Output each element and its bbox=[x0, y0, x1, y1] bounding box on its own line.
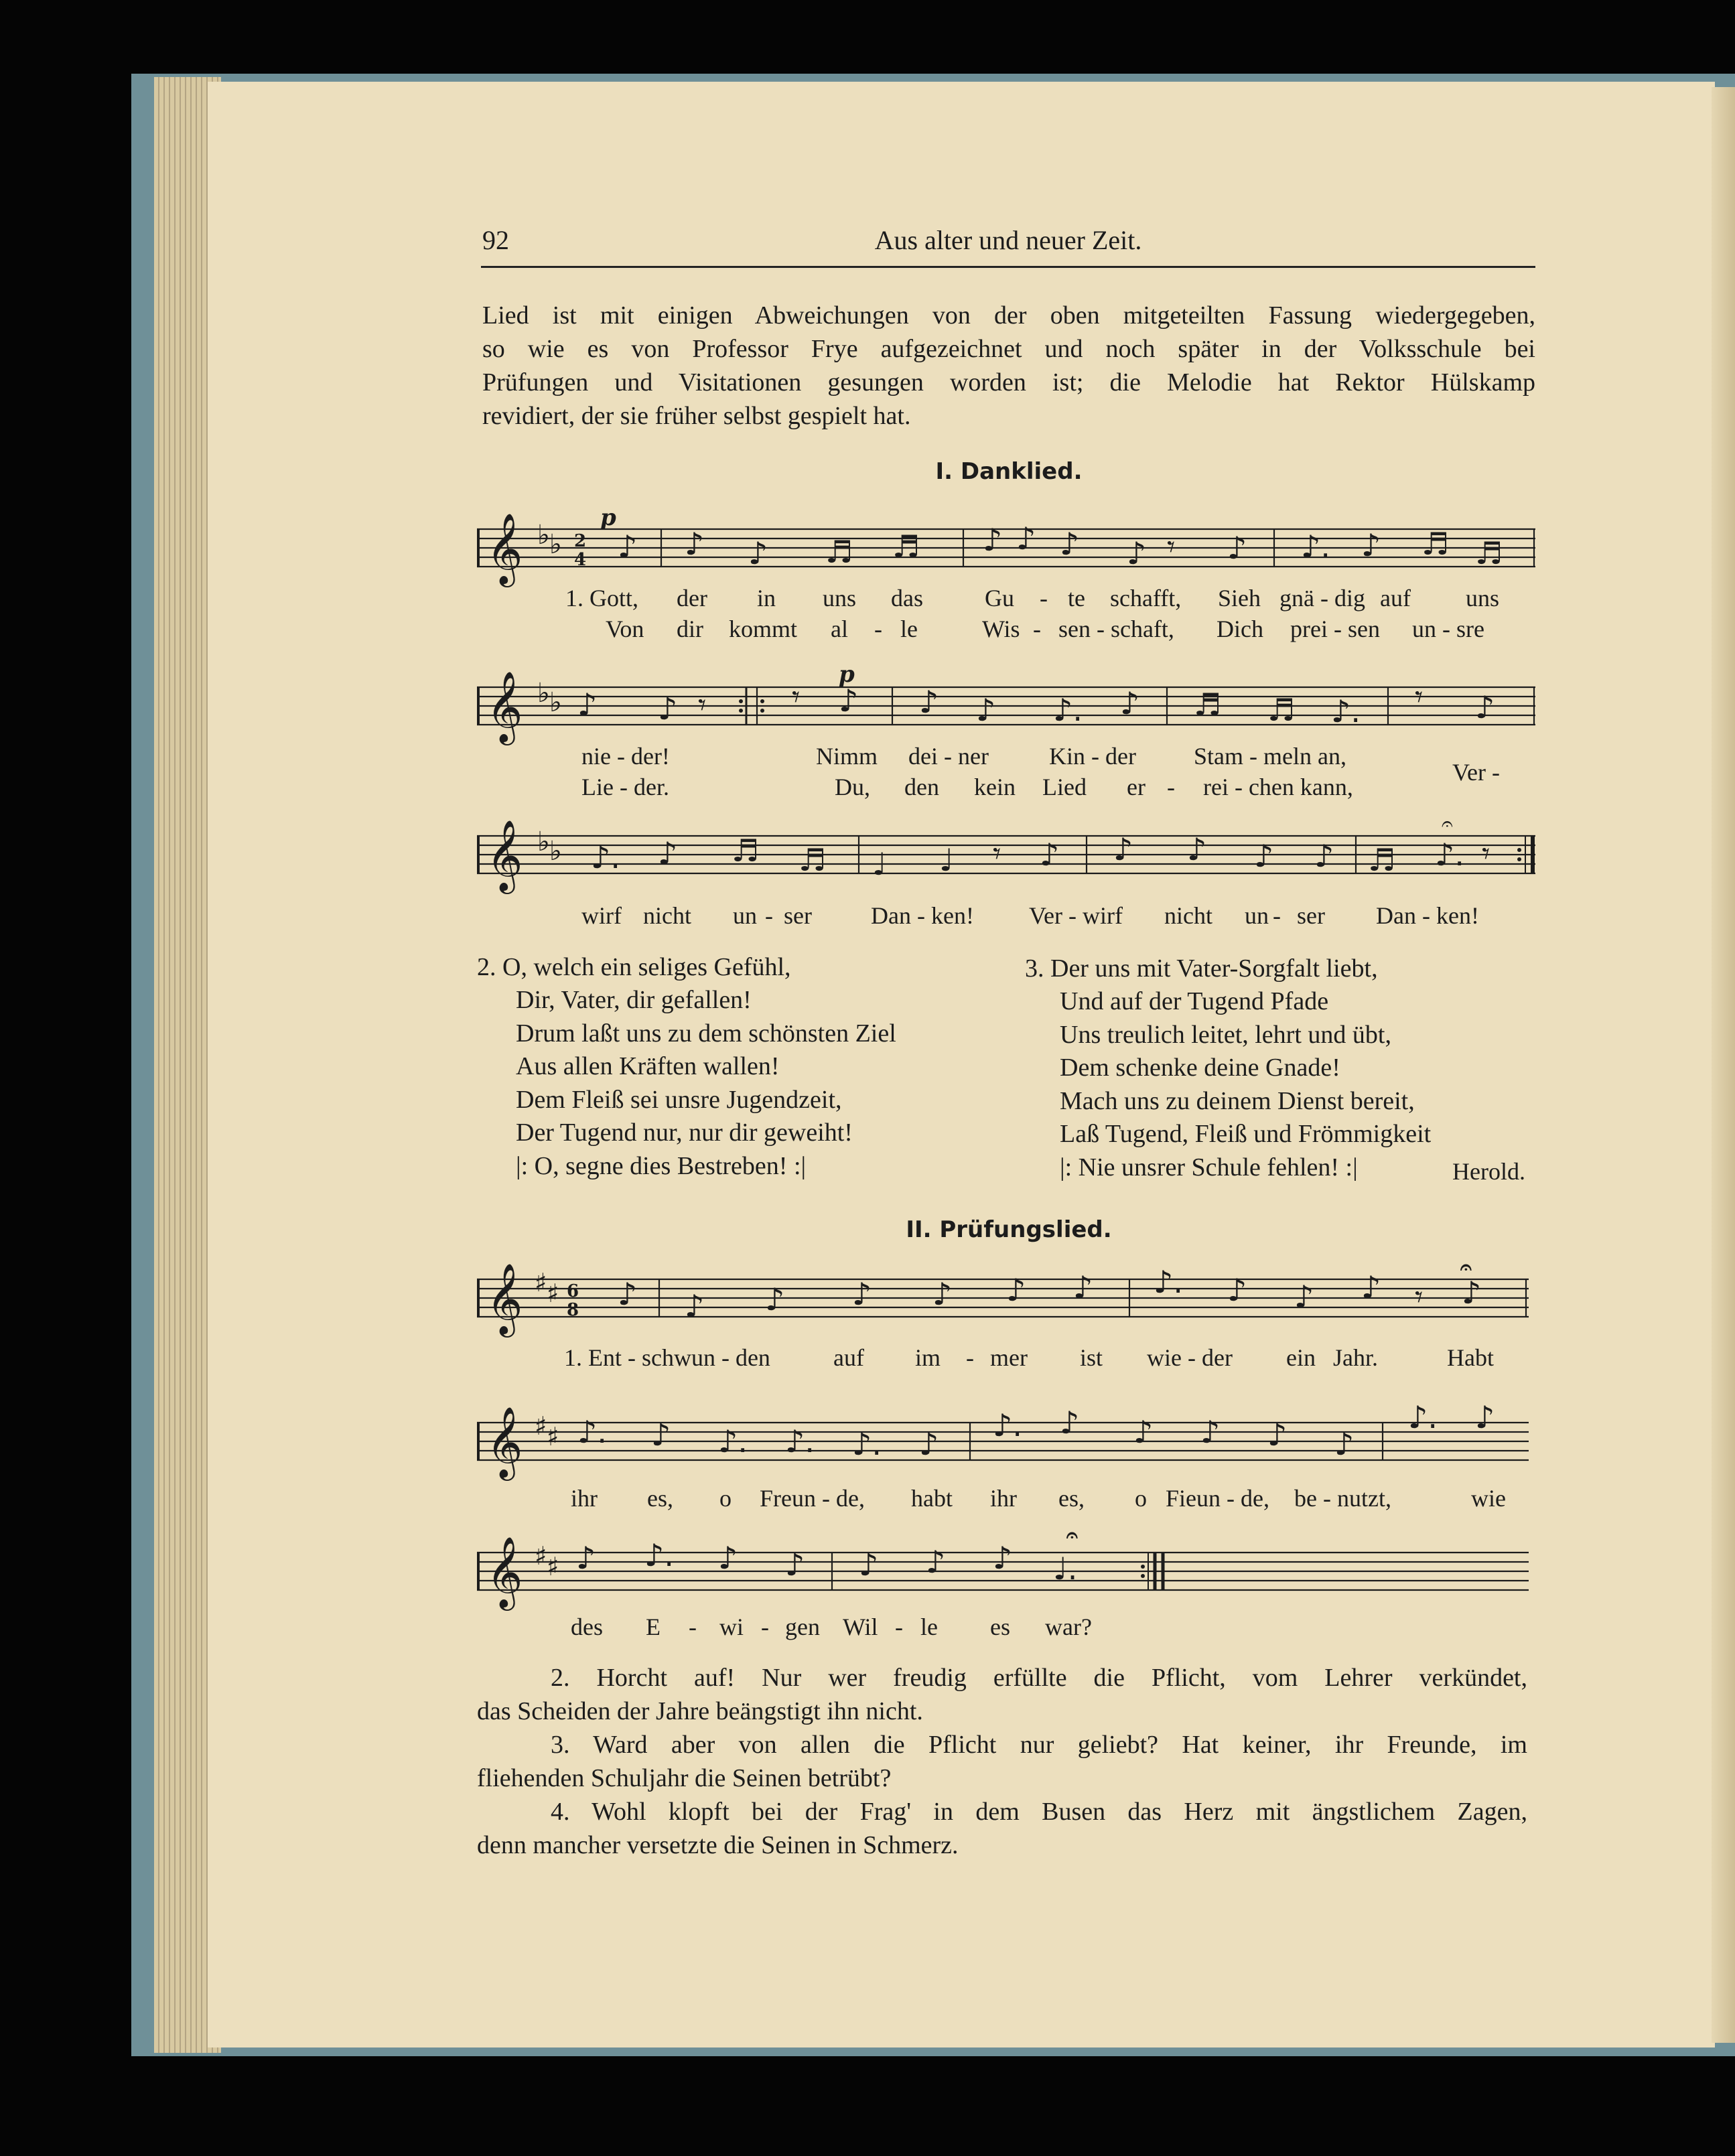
svg-text:♪.: ♪. bbox=[577, 1414, 607, 1450]
lyric: ser bbox=[1297, 902, 1325, 929]
svg-text:♪: ♪ bbox=[1060, 1405, 1080, 1441]
svg-text:♪: ♪ bbox=[926, 1544, 946, 1580]
intro-line: so wie es von Professor Frye aufgezeichnet und noch später in der Volksschule bei bbox=[482, 335, 1535, 363]
lyric: ihr bbox=[571, 1485, 598, 1512]
lyric: nie - der! bbox=[581, 743, 670, 770]
lyric: prei - sen bbox=[1290, 616, 1380, 642]
svg-text:♪: ♪ bbox=[1475, 689, 1495, 725]
lyric: es bbox=[990, 1613, 1010, 1640]
svg-text:♯: ♯ bbox=[547, 1422, 559, 1451]
svg-text:♪.: ♪. bbox=[591, 839, 620, 875]
svg-text:♪: ♪ bbox=[983, 522, 1003, 558]
svg-text:♪: ♪ bbox=[1254, 838, 1274, 874]
lyric: 1. Gott, bbox=[565, 585, 639, 612]
svg-text:𝄾: 𝄾 bbox=[993, 835, 1001, 871]
svg-text:♪: ♪ bbox=[577, 687, 598, 723]
lyric: er bbox=[1127, 774, 1146, 800]
svg-text:♯: ♯ bbox=[535, 1268, 547, 1297]
lyric: sen - schaft, bbox=[1058, 616, 1174, 642]
lyric: habt bbox=[911, 1485, 953, 1512]
svg-text:♪.: ♪. bbox=[1053, 692, 1083, 728]
svg-text:p: p bbox=[839, 661, 855, 688]
lyric: un bbox=[733, 902, 757, 929]
song2-verse-line: 2. Horcht auf! Nur wer freudig erfüllte die Pflicht, vom Lehrer verkündet, bbox=[551, 1664, 1527, 1692]
page-header bbox=[482, 224, 1534, 259]
svg-text:𝄐: 𝄐 bbox=[1066, 1524, 1078, 1547]
lyric: Gu bbox=[985, 585, 1014, 612]
svg-text:𝄾: 𝄾 bbox=[1415, 678, 1424, 715]
svg-text:♪: ♪ bbox=[1314, 838, 1334, 874]
lyric: Kin - der bbox=[1049, 743, 1136, 770]
lyric: - bbox=[689, 1613, 697, 1640]
svg-text:♬: ♬ bbox=[892, 528, 920, 565]
intro-line: Lied ist mit einigen Abweichungen von der oben mitgeteilten Fassung wiedergegeben, bbox=[482, 301, 1535, 330]
song2-title: II. Prüfungslied. bbox=[906, 1216, 1112, 1243]
lyric: Wil bbox=[843, 1613, 878, 1640]
lyric: schafft, bbox=[1110, 585, 1182, 612]
lyric: kein bbox=[974, 774, 1016, 800]
song2-verse-line: denn mancher versetzte die Seinen in Schmerz. bbox=[477, 1831, 959, 1859]
lyric: wi bbox=[719, 1613, 744, 1640]
lyric: Stam - meln an, bbox=[1194, 743, 1346, 770]
lyric: al bbox=[831, 616, 848, 642]
svg-text:♬: ♬ bbox=[825, 534, 853, 570]
verse3-line: Mach uns zu deinem Dienst bereit, bbox=[1060, 1087, 1415, 1115]
svg-text:♪: ♪ bbox=[718, 1540, 738, 1576]
lyric: auf bbox=[1380, 585, 1411, 612]
lyric: kommt bbox=[729, 616, 798, 642]
svg-text:♪: ♪ bbox=[1133, 1414, 1154, 1450]
lyric: rei - chen kann, bbox=[1203, 774, 1353, 800]
lyric: war? bbox=[1045, 1613, 1092, 1640]
svg-text:♪: ♪ bbox=[658, 835, 678, 871]
svg-text:♪: ♪ bbox=[919, 684, 939, 720]
lyric: o bbox=[719, 1485, 732, 1512]
svg-text:♪: ♪ bbox=[1113, 831, 1133, 867]
verse2-line: Dem Fleiß sei unsre Jugendzeit, bbox=[516, 1086, 842, 1114]
svg-text:♪: ♪ bbox=[1475, 1399, 1495, 1435]
svg-text:♯: ♯ bbox=[535, 1411, 547, 1441]
verse3-line: Laß Tugend, Fleiß und Frömmigkeit bbox=[1060, 1120, 1432, 1148]
song1-staff-3 bbox=[477, 812, 1535, 896]
lyric: ihr bbox=[990, 1485, 1017, 1512]
lyric: un bbox=[1245, 902, 1269, 929]
lyric: ein bbox=[1286, 1344, 1316, 1371]
svg-text:♪: ♪ bbox=[932, 1276, 953, 1312]
lyric: - bbox=[1273, 902, 1281, 929]
svg-text:♪.: ♪. bbox=[644, 1537, 674, 1573]
lyric: - bbox=[761, 1613, 769, 1640]
svg-text:♪: ♪ bbox=[1060, 526, 1080, 562]
svg-text:♭: ♭ bbox=[537, 678, 550, 709]
svg-text:6: 6 bbox=[567, 1281, 579, 1301]
svg-text:♪.: ♪. bbox=[1301, 528, 1330, 565]
svg-text:♬: ♬ bbox=[1194, 687, 1222, 723]
lyric: Freun - de, bbox=[760, 1485, 865, 1512]
running-title: Aus alter und neuer Zeit. bbox=[874, 225, 1142, 255]
svg-text:𝄾: 𝄾 bbox=[1415, 1279, 1424, 1315]
header-rule bbox=[481, 266, 1535, 268]
svg-text:𝄞: 𝄞 bbox=[486, 819, 523, 891]
svg-text:♪: ♪ bbox=[1294, 1279, 1314, 1315]
svg-text:♪: ♪ bbox=[765, 1281, 785, 1317]
svg-text:♭: ♭ bbox=[537, 520, 550, 551]
lyric: mer bbox=[990, 1344, 1028, 1371]
lyric: Lie - der. bbox=[581, 774, 669, 800]
svg-text:♪: ♪ bbox=[658, 691, 678, 727]
svg-text:♪: ♪ bbox=[618, 528, 638, 565]
song2-staff-2 bbox=[477, 1394, 1529, 1478]
svg-text:♭: ♭ bbox=[549, 687, 562, 718]
lyric: 1. Ent - schwun - den bbox=[564, 1344, 770, 1371]
lyric: - bbox=[765, 902, 773, 929]
lyric: wie - der bbox=[1147, 1344, 1233, 1371]
verse2-line: |: O, segne dies Bestreben! :| bbox=[516, 1152, 807, 1180]
svg-text:♪.: ♪. bbox=[785, 1423, 815, 1459]
svg-text:♩.: ♩. bbox=[1053, 1551, 1078, 1587]
svg-text:♪: ♪ bbox=[1462, 1275, 1482, 1311]
svg-text:♪: ♪ bbox=[618, 1276, 638, 1312]
lyric: o bbox=[1135, 1485, 1147, 1512]
svg-text:♪: ♪ bbox=[748, 535, 768, 571]
svg-text:♬: ♬ bbox=[1267, 692, 1296, 728]
lyric: Dan - ken! bbox=[871, 902, 974, 929]
svg-text:♪.: ♪. bbox=[852, 1426, 882, 1462]
song2-verse-line: 4. Wohl klopft bei der Frag' in dem Busen das Herz mit ängstlichem Zagen, bbox=[551, 1798, 1527, 1826]
svg-text:𝄞: 𝄞 bbox=[486, 1406, 523, 1478]
svg-text:♪.: ♪. bbox=[993, 1407, 1022, 1443]
lyric: des bbox=[571, 1613, 603, 1640]
verse2-line: Dir, Vater, dir gefallen! bbox=[516, 986, 752, 1014]
lyric: Von bbox=[606, 616, 644, 642]
svg-text:♩: ♩ bbox=[872, 846, 887, 882]
svg-text:♪: ♪ bbox=[1187, 831, 1207, 867]
song2-staff-1 bbox=[477, 1256, 1529, 1334]
lyric: nicht bbox=[643, 902, 691, 929]
svg-text:𝄾: 𝄾 bbox=[1167, 528, 1176, 565]
lyric: Dan - ken! bbox=[1376, 902, 1479, 929]
lyric: - bbox=[874, 616, 882, 642]
lyric: uns bbox=[1466, 585, 1500, 612]
lyric: das bbox=[891, 585, 923, 612]
lyric: uns bbox=[823, 585, 857, 612]
svg-text:♪: ♪ bbox=[839, 682, 859, 719]
lyric: Lied bbox=[1042, 774, 1087, 800]
svg-text:𝄐: 𝄐 bbox=[1460, 1256, 1472, 1279]
svg-text:𝄐: 𝄐 bbox=[1442, 812, 1453, 836]
svg-text:4: 4 bbox=[574, 550, 587, 570]
song2-verse-line: das Scheiden der Jahre beängstigt ihn nicht. bbox=[477, 1697, 923, 1725]
lyric: gen bbox=[785, 1613, 820, 1640]
svg-text:♬: ♬ bbox=[1421, 526, 1450, 562]
lyric: der bbox=[677, 585, 707, 612]
svg-text:♪: ♪ bbox=[685, 526, 705, 562]
lyric: Fieun - de, bbox=[1166, 1485, 1269, 1512]
lyric: im bbox=[915, 1344, 941, 1371]
svg-text:♪: ♪ bbox=[1227, 1272, 1247, 1308]
page-number: 92 bbox=[482, 225, 509, 255]
lyric: Sieh bbox=[1218, 585, 1261, 612]
verse3-line: |: Nie unsrer Schule fehlen! :| bbox=[1060, 1153, 1358, 1181]
svg-text:♪: ♪ bbox=[993, 1540, 1013, 1576]
song1-staff-1 bbox=[477, 504, 1535, 589]
svg-text:♪: ♪ bbox=[852, 1276, 872, 1312]
svg-text:♪: ♪ bbox=[1006, 1272, 1026, 1308]
svg-text:♪: ♪ bbox=[1334, 1426, 1355, 1462]
svg-text:♬: ♬ bbox=[799, 842, 827, 878]
svg-text:𝄞: 𝄞 bbox=[486, 512, 523, 584]
lyric: auf bbox=[833, 1344, 864, 1371]
song1-title: I. Danklied. bbox=[935, 458, 1083, 485]
verse2-line: 2. O, welch ein seliges Gefühl, bbox=[477, 953, 791, 981]
lyric: E bbox=[646, 1613, 661, 1640]
svg-text:♯: ♯ bbox=[547, 1279, 559, 1308]
svg-text:♪.: ♪. bbox=[1331, 693, 1361, 729]
svg-text:♪: ♪ bbox=[1073, 1269, 1093, 1305]
svg-text:♯: ♯ bbox=[547, 1552, 559, 1581]
svg-text:♬: ♬ bbox=[732, 833, 760, 869]
song2-verse-line: 3. Ward aber von allen die Pflicht nur geliebt? Hat keiner, ihr Freunde, im bbox=[551, 1731, 1527, 1759]
svg-text:♪: ♪ bbox=[1200, 1414, 1221, 1450]
lyric: gnä - dig bbox=[1279, 585, 1365, 612]
svg-text:♬: ♬ bbox=[1475, 535, 1503, 571]
lyric: ser bbox=[784, 902, 812, 929]
svg-text:♭: ♭ bbox=[537, 827, 550, 857]
svg-text:♯: ♯ bbox=[535, 1541, 547, 1571]
svg-text:♪.: ♪. bbox=[718, 1423, 748, 1459]
lyric: Wis bbox=[982, 616, 1020, 642]
svg-text:♪: ♪ bbox=[1016, 520, 1036, 557]
lyric: - bbox=[895, 1613, 903, 1640]
lyric: le bbox=[920, 1613, 938, 1640]
svg-text:♪: ♪ bbox=[1267, 1417, 1288, 1453]
lyric: Du, bbox=[835, 774, 870, 800]
verse3-line: Dem schenke deine Gnade! bbox=[1060, 1054, 1340, 1082]
verse3-line: Uns treulich leitet, lehrt und übt, bbox=[1060, 1021, 1391, 1049]
svg-text:♪: ♪ bbox=[685, 1288, 705, 1324]
svg-text:♪: ♪ bbox=[785, 1547, 805, 1583]
svg-text:𝄾: 𝄾 bbox=[792, 678, 801, 715]
svg-text:♩: ♩ bbox=[939, 842, 954, 878]
svg-text:♪: ♪ bbox=[1120, 685, 1140, 721]
verse3-line: Und auf der Tugend Pfade bbox=[1060, 987, 1329, 1015]
lyric: in bbox=[757, 585, 776, 612]
svg-text:2: 2 bbox=[574, 531, 587, 551]
svg-text:♪: ♪ bbox=[1361, 1269, 1381, 1305]
verse2-line: Aus allen Kräften wallen! bbox=[516, 1052, 780, 1080]
svg-text:♭: ♭ bbox=[549, 529, 562, 560]
lyric: es, bbox=[1058, 1485, 1085, 1512]
lyric: le bbox=[900, 616, 918, 642]
svg-text:♭: ♭ bbox=[549, 836, 562, 867]
lyric: dei - ner bbox=[908, 743, 989, 770]
song2-verse-line: fliehenden Schuljahr die Seinen betrübt? bbox=[477, 1764, 892, 1792]
svg-text:p: p bbox=[600, 504, 616, 531]
lyric: den bbox=[904, 774, 939, 800]
intro-line: Prüfungen und Visitationen gesungen worden ist; die Melodie hat Rektor Hülskamp bbox=[482, 368, 1535, 397]
svg-text:♪: ♪ bbox=[919, 1426, 939, 1462]
svg-text:♪: ♪ bbox=[976, 692, 996, 728]
verse3-line: 3. Der uns mit Vater-Sorgfalt liebt, bbox=[1025, 954, 1378, 983]
verse2-line: Drum laßt uns zu dem schönsten Ziel bbox=[516, 1019, 896, 1048]
svg-text:𝄾: 𝄾 bbox=[698, 687, 707, 723]
svg-text:♪: ♪ bbox=[576, 1540, 596, 1576]
lyric: wie bbox=[1471, 1485, 1506, 1512]
svg-text:♪: ♪ bbox=[651, 1417, 671, 1453]
svg-text:♪: ♪ bbox=[1127, 535, 1147, 571]
lyric: Nimm bbox=[816, 743, 878, 770]
song2-staff-3 bbox=[477, 1524, 1529, 1607]
svg-text:♪: ♪ bbox=[1361, 527, 1381, 563]
song1-staff-2 bbox=[477, 661, 1535, 747]
lyric: te bbox=[1068, 585, 1085, 612]
lyric: Dich bbox=[1217, 616, 1263, 642]
page-right-edge bbox=[1712, 87, 1735, 2043]
lyric: un - sre bbox=[1412, 616, 1484, 642]
svg-text:8: 8 bbox=[567, 1300, 579, 1320]
svg-text:𝄞: 𝄞 bbox=[486, 670, 523, 742]
svg-text:♪.: ♪. bbox=[1408, 1399, 1438, 1435]
svg-text:𝄞: 𝄞 bbox=[486, 1263, 523, 1334]
lyric: es, bbox=[647, 1485, 673, 1512]
lyric: Ver - wirf bbox=[1029, 902, 1123, 929]
lyric: - bbox=[1167, 774, 1175, 800]
svg-text:♪: ♪ bbox=[859, 1547, 879, 1583]
svg-text:♪.: ♪. bbox=[1435, 837, 1464, 873]
lyric: be - nutzt, bbox=[1294, 1485, 1391, 1512]
lyric: wirf bbox=[581, 902, 622, 929]
svg-text:♪: ♪ bbox=[1227, 530, 1247, 566]
svg-text:𝄾: 𝄾 bbox=[1482, 835, 1490, 871]
lyric: dir bbox=[677, 616, 703, 642]
intro-line: revidiert, der sie früher selbst gespielt hat. bbox=[482, 402, 911, 430]
lyric: - bbox=[1033, 616, 1041, 642]
svg-text:♪.: ♪. bbox=[1154, 1264, 1183, 1300]
attribution: Herold. bbox=[1452, 1158, 1525, 1185]
lyric: Habt bbox=[1447, 1344, 1494, 1371]
lyric: Jahr. bbox=[1333, 1344, 1378, 1371]
svg-text:𝄞: 𝄞 bbox=[486, 1536, 523, 1607]
verse2-line: Der Tugend nur, nur dir geweiht! bbox=[516, 1119, 853, 1147]
svg-text:♬: ♬ bbox=[1368, 842, 1396, 878]
lyric: nicht bbox=[1164, 902, 1212, 929]
lyric-side: Ver - bbox=[1452, 759, 1500, 786]
lyric: - bbox=[966, 1344, 974, 1371]
lyric: ist bbox=[1080, 1344, 1103, 1371]
lyric: - bbox=[1040, 585, 1048, 612]
svg-text:♪: ♪ bbox=[1040, 837, 1060, 873]
